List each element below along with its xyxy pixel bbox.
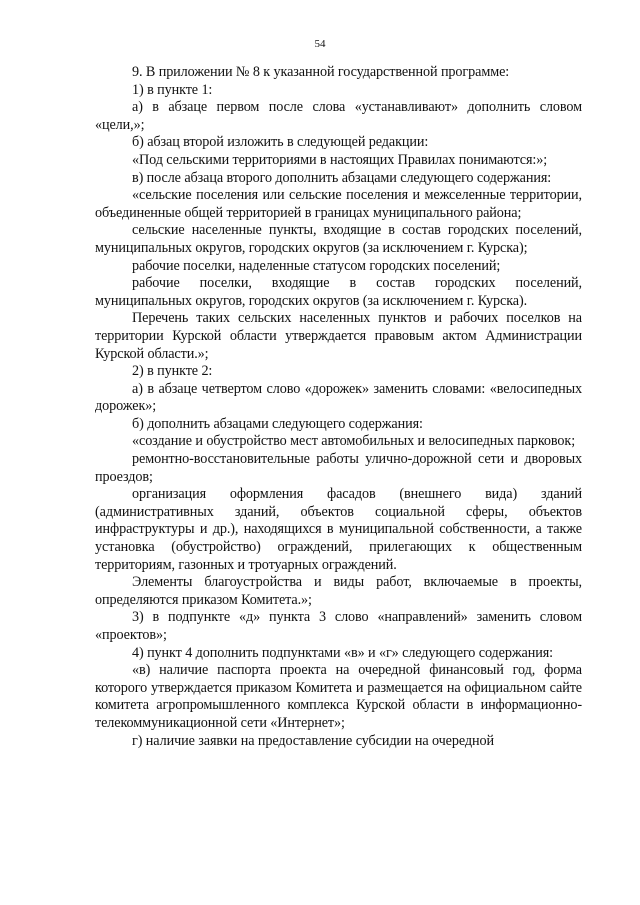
paragraph-quote-definition: «Под сельскими территориями в настоящих Правилах понимаются:»; (132, 151, 548, 168)
paragraph-subpoint-1: 1) в пункте 1: (132, 81, 213, 98)
paragraph-item-9-intro: 9. В приложении № 8 к указанной государственной программе: (132, 64, 510, 80)
paragraph-subpoint-2a: а) в абзаце четвертом слово «дорожек» заменить словами: «велосипедных дорожек»; (95, 380, 582, 415)
paragraph-subpoint-1b: б) абзац второй изложить в следующей редакции: (132, 134, 429, 151)
paragraph-work-settlements: рабочие поселки, наделенные статусом городских поселений; (132, 257, 501, 274)
page-number: 54 (314, 38, 326, 50)
document-body (95, 64, 582, 750)
paragraph-rural-settlements: «сельские поселения или сельские поселения и межселенные территории, объединенные общей территорией в границах муниципального района; (95, 187, 582, 221)
paragraph-subpoint-2b: б) дополнить абзацами следующего содержания: (132, 415, 423, 432)
paragraph-work-settlements-included: рабочие поселки, входящие в состав городских поселений, муниципальных округов, городских округов (за исключением г. Курска). (95, 275, 582, 309)
paragraph-facades: организация оформления фасадов (внешнего вида) зданий (административных зданий, объектов социальной сферы, объектов инфраструктуры и др.), находящихся в муниципальной собственности, а также установка (обустройство) ограждений, прилегающих к общественным территориям, газонных и тротуарных ограждений. (95, 486, 582, 573)
paragraph-passport: «в) наличие паспорта проекта на очередной финансовый год, форма которого утверждается приказом Комитета и размещается на официальном сайте комитета агропромышленного комплекса Курской области в информационно-телекоммуникационной сети «Интернет»; (95, 662, 582, 731)
paragraph-subpoint-3: 3) в подпункте «д» пункта 3 слово «направлений» заменить словом «проектов»; (95, 609, 582, 643)
paragraph-subpoint-4: 4) пункт 4 дополнить подпунктами «в» и «г» следующего содержания: (132, 644, 553, 661)
paragraph-list-approval: Перечень таких сельских населенных пунктов и рабочих поселков на территории Курской области утверждается правовым актом Администрации Курской области.»; (95, 310, 582, 362)
paragraph-application: г) наличие заявки на предоставление субсидии на очередной (132, 732, 494, 749)
paragraph-parking: «создание и обустройство мест автомобильных и велосипедных парковок; (132, 433, 576, 450)
paragraph-subpoint-1v: в) после абзаца второго дополнить абзацами следующего содержания: (132, 169, 552, 186)
paragraph-subpoint-1a: а) в абзаце первом после слова «устанавливают» дополнить словом «цели,»; (95, 99, 582, 133)
paragraph-rural-localities: сельские населенные пункты, входящие в состав городских поселений, муниципальных округов, городских округов (за исключением г. Курска); (95, 222, 582, 256)
paragraph-road-repair: ремонтно-восстановительные работы улично-дорожной сети и дворовых проездов; (95, 451, 582, 485)
paragraph-subpoint-2: 2) в пункте 2: (132, 363, 213, 380)
paragraph-improvement-elements: Элементы благоустройства и виды работ, включаемые в проекты, определяются приказом Комитета.»; (95, 574, 582, 608)
